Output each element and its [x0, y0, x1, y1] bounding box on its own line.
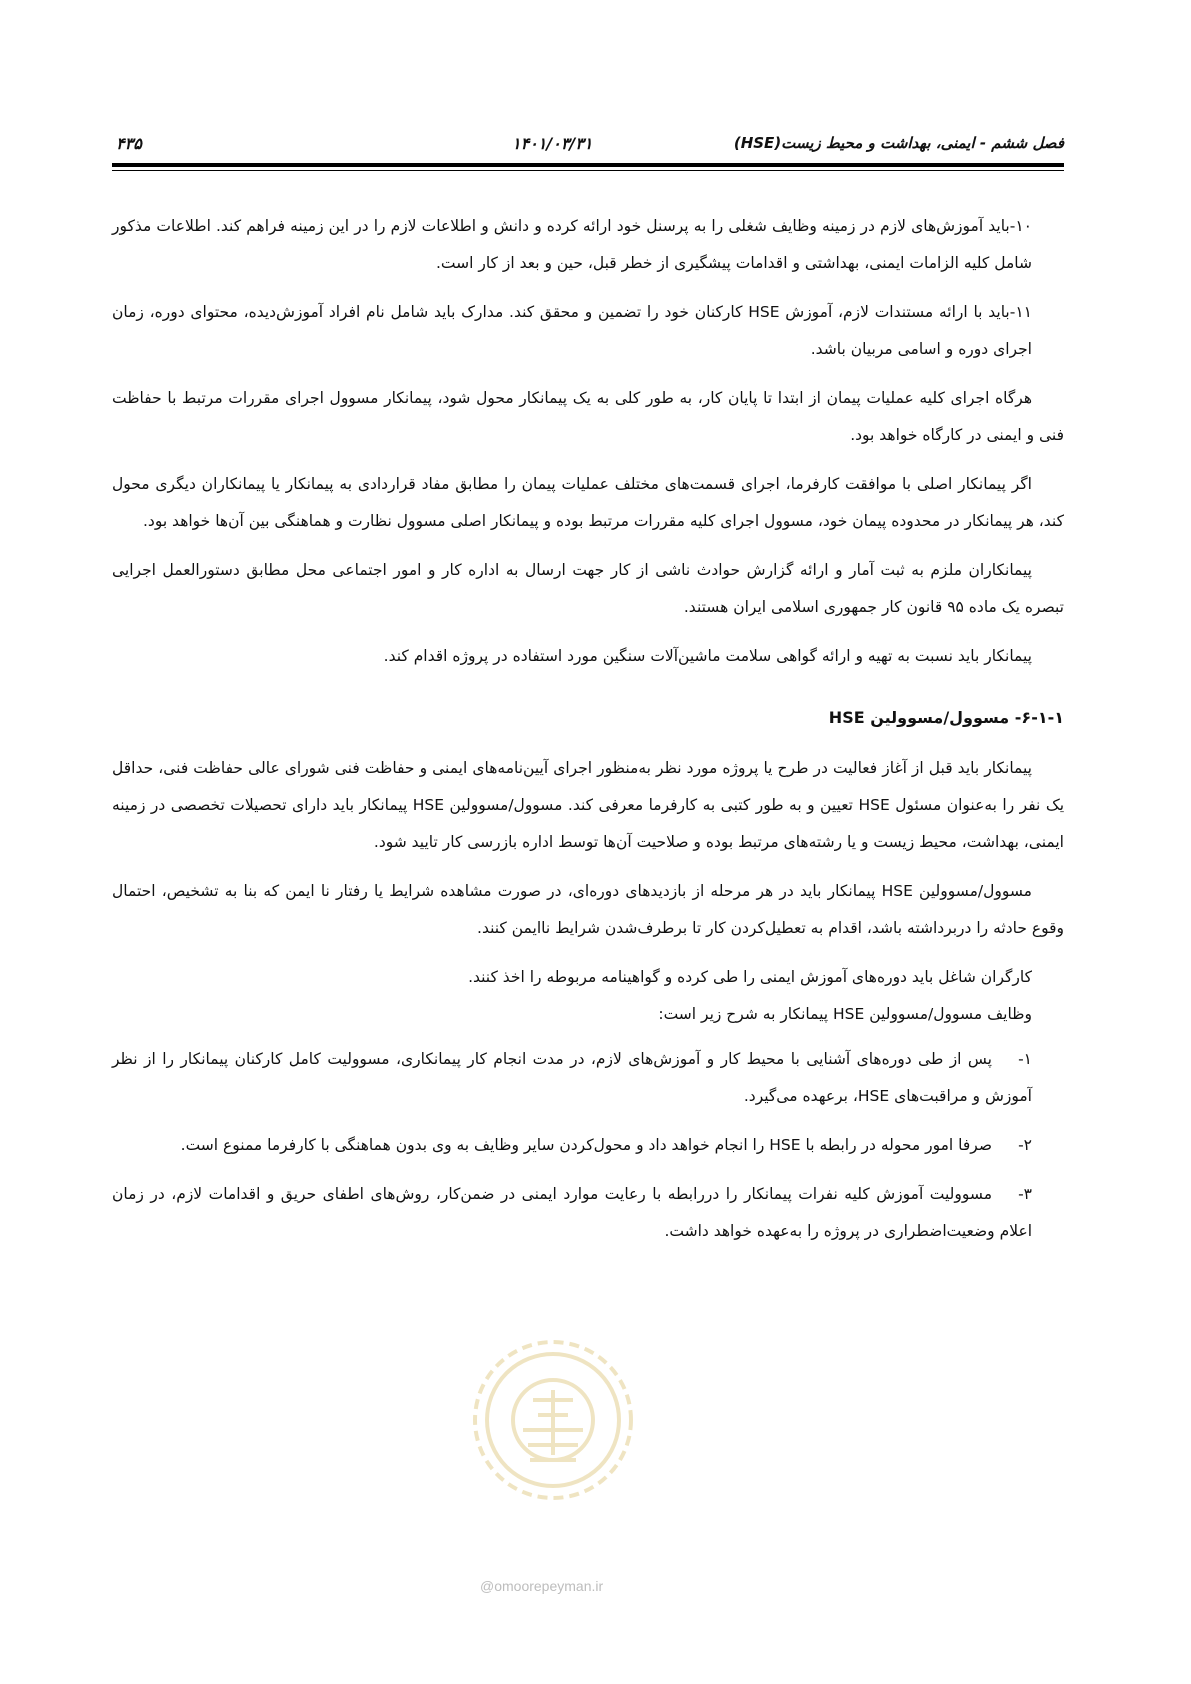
paragraph: پیمانکار باید نسبت به تهیه و ارائه گواهی سلامت ماشین‌آلات سنگین مورد استفاده در پروژه اقدام کند.	[383, 647, 1032, 665]
paragraph: پیمانکار باید قبل از آغاز فعالیت در طرح یا پروژه مورد نظر به‌منظور اجرای آیین‌نامه‌های ایمنی و حفاظت فنی شورای عالی حفاظت فنی، حداقل یک نفر را به‌عنوان مسئول HSE تعیین و به طور کتبی به کارفرما معرفی کند. مسوول/مسوولین HSE پیمانکار باید دارای تحصیلات تخصصی در زمینه ایمنی، بهداشت، محیط زیست و یا رشته‌های مرتبط بوده و صلاحیت آن‌ها توسط اداره بازرسی کار تایید شود.	[112, 759, 1065, 851]
list-item-11: ۱۱-باید با ارائه مستندات لازم، آموزش HSE کارکنان خود را تضمین و محقق کند. مدارک باید شامل نام افراد آموزش‌دیده، محتوای دوره، زمان اجرای دوره و اسامی مربیان باشد.	[112, 303, 1032, 358]
paragraph: مسوول/مسوولین HSE پیمانکار باید در هر مرحله از بازدیدهای دوره‌ای، در صورت مشاهده شرایط یا رفتار نا ایمن که بنا به تشخیص، احتمال وقوع حادثه را دربرداشته باشد، اقدام به تعطیل‌کردن کار تا برطرف‌شدن شرایط ناایمن کنند.	[112, 882, 1064, 937]
chapter-title: فصل ششم - ایمنی، بهداشت و محیط زیست(HSE)	[733, 134, 1064, 152]
footer-website: @omoorepeyman.ir	[480, 1578, 604, 1594]
paragraph: اگر پیمانکار اصلی با موافقت کارفرما، اجرای قسمت‌های مختلف عملیات پیمان را مطابق مفاد قراردادی به پیمانکار یا پیمانکاران دیگری محول کند، هر پیمانکار در محدوده پیمان خود، مسوول اجرای کلیه مقررات مرتبط بوده و پیمانکار اصلی مسوول نظارت و هماهنگی بین آن‌ها خواهد بود.	[112, 475, 1064, 530]
section-heading: ۶-۱-۱- مسوول/مسوولین HSE	[828, 708, 1064, 727]
duty-number: ۳-	[1018, 1185, 1032, 1203]
duty-item-1	[112, 1041, 1064, 1115]
duty-number: ۲-	[1018, 1136, 1032, 1154]
paragraph: هرگاه اجرای کلیه عملیات پیمان از ابتدا تا پایان کار، به طور کلی به یک پیمانکار محول شود، پیمانکار مسوول اجرای مقررات مرتبط با حفاظت فنی و ایمنی در کارگاه خواهد بود.	[112, 389, 1064, 444]
watermark-stamp-icon	[468, 1335, 638, 1505]
document-body	[112, 208, 1064, 1262]
duties-intro: وظایف مسوول/مسوولین HSE پیمانکار به شرح زیر است:	[658, 1005, 1032, 1023]
duty-text: صرفا امور محوله در رابطه با HSE را انجام خواهد داد و محول‌کردن سایر وظایف به وی بدون هماهنگی با کارفرما ممنوع است.	[180, 1136, 992, 1154]
duty-number: ۱-	[1018, 1050, 1032, 1068]
header-date: ۱۴۰۱/۰۳/۳۱	[512, 134, 593, 153]
duty-item-2	[112, 1127, 1064, 1164]
duty-item-3	[112, 1176, 1064, 1250]
duty-text: مسوولیت آموزش کلیه نفرات پیمانکار را دررابطه با رعایت موارد ایمنی در ضمن‌کار، روش‌های اطفای حریق و اقدامات لازم، در زمان اعلام وضعیت‌اضطراری در پروژه را به‌عهده خواهد داشت.	[112, 1185, 1032, 1240]
page-number: ۴۳۵	[116, 134, 142, 153]
workers-line: کارگران شاغل باید دوره‌های آموزش ایمنی را طی کرده و گواهینامه مربوطه را اخذ کنند.	[468, 968, 1032, 986]
paragraph: پیمانکاران ملزم به ثبت آمار و ارائه گزارش حوادث ناشی از کار جهت ارسال به اداره کار و امور اجتماعی محل مطابق دستورالعمل اجرایی تبصره یک ماده ۹۵ قانون کار جمهوری اسلامی ایران هستند.	[112, 561, 1064, 616]
page-header	[112, 128, 1064, 158]
list-item-10: ۱۰-باید آموزش‌های لازم در زمینه وظایف شغلی را به پرسنل خود ارائه کرده و دانش و اطلاعات لازم را در این زمینه فراهم کند. اطلاعات مذکور شامل کلیه الزامات ایمنی، بهداشتی و اقدامات پیشگیری از خطر قبل، حین و بعد از کار است.	[112, 217, 1032, 272]
header-rule-thick	[112, 163, 1064, 167]
duty-text: پس از طی دوره‌های آشنایی با محیط کار و آموزش‌های لازم، در مدت انجام کار پیمانکاری، مسوولیت کامل کارکنان پیمانکار را از نظر آموزش و مراقبت‌های HSE، برعهده می‌گیرد.	[112, 1050, 1032, 1105]
header-rule-thin	[112, 170, 1064, 171]
